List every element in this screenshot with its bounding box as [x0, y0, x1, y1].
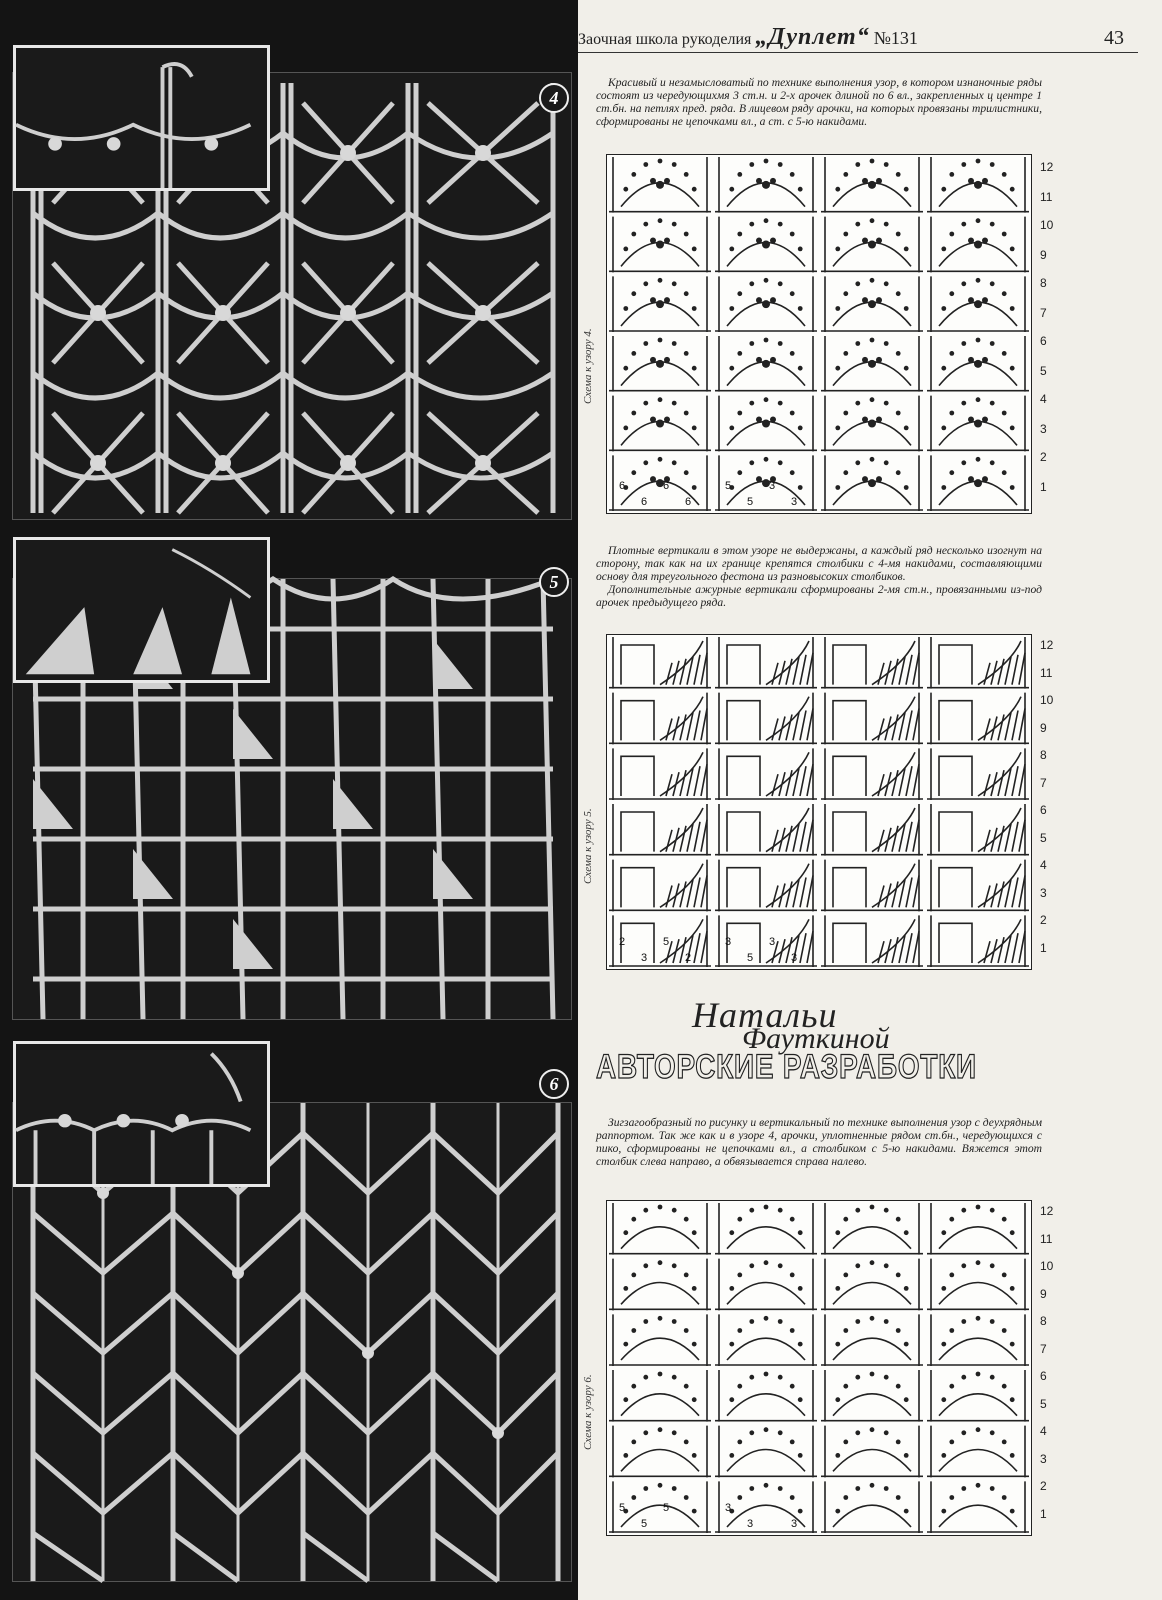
- chart-label: 3: [747, 1518, 754, 1530]
- row-number: 7: [1040, 1342, 1047, 1356]
- header-issue: №131: [873, 28, 918, 48]
- chart-label: 3: [769, 480, 776, 492]
- chart-cell: [715, 693, 817, 745]
- pattern-4-text: Красивый и незамысловатый по технике выполнения узор, в котором изнаночные ряды состоят из чередующихмя 3 ст.н. и 2-х арочек длиной по 6 вл., закрепленных ц центре 1 ст.бн. на петлях пред. ряда. В лицевом ряду арочки, на которых провязаны трилистники, сформированы не цепочками вл., а ст. с 5-ю накидами.: [596, 76, 1042, 128]
- row-number: 12: [1040, 160, 1054, 174]
- chart-cell: [821, 217, 923, 273]
- chart-cell: [927, 1259, 1029, 1311]
- chart-cell: [609, 217, 711, 273]
- row-number: 7: [1040, 776, 1047, 790]
- chart-cell: [821, 396, 923, 452]
- row-number: 5: [1040, 831, 1047, 845]
- chart-label: 5: [641, 1518, 648, 1530]
- chart-cell: [821, 276, 923, 332]
- lace-photo-4: [12, 72, 572, 520]
- row-number: 7: [1040, 306, 1047, 320]
- detail-inset-6: [13, 1041, 270, 1187]
- chart-cell: [715, 637, 817, 689]
- header-school: Заочная школа рукоделия: [578, 31, 752, 48]
- pattern-6-description: [596, 1116, 1042, 1168]
- chart-cell: [821, 804, 923, 856]
- row-number: 6: [1040, 1369, 1047, 1383]
- chart-label: 3: [769, 936, 776, 948]
- chart-label: 3: [641, 952, 648, 964]
- row-number: 10: [1040, 1259, 1054, 1273]
- row-number: 2: [1040, 1479, 1047, 1493]
- chart-5-block: [582, 634, 1082, 974]
- chart-cell: [609, 1203, 711, 1255]
- chart-cell: [927, 336, 1029, 392]
- author-last-name: Фауткиной: [742, 1022, 890, 1055]
- chart-cell: [609, 1370, 711, 1422]
- chart-cell: [927, 637, 1029, 689]
- chart-cell: [715, 1426, 817, 1478]
- row-number: 2: [1040, 450, 1047, 464]
- chart-cell: [821, 336, 923, 392]
- chart-cell: [821, 1314, 923, 1366]
- author-block: [596, 988, 1056, 1098]
- chart-cell: [821, 455, 923, 511]
- row-number: 12: [1040, 1204, 1054, 1218]
- inset-lace-4: [16, 48, 267, 188]
- row-number: 5: [1040, 364, 1047, 378]
- chart-cell: [609, 1259, 711, 1311]
- chart-5-grid: [607, 635, 1031, 969]
- chart-cell: [609, 1426, 711, 1478]
- chart-cell: [927, 915, 1029, 967]
- chart-label: 5: [663, 1502, 670, 1514]
- chart-cell: [821, 748, 923, 800]
- chart-cell: [927, 1370, 1029, 1422]
- chart-4-grid: [607, 155, 1031, 513]
- detail-inset-4: [13, 45, 270, 191]
- row-number: 6: [1040, 334, 1047, 348]
- chart-cell: [609, 336, 711, 392]
- chart-cell: [927, 157, 1029, 213]
- chart-cell: [609, 396, 711, 452]
- chart-label: 3: [791, 952, 798, 964]
- chart-cell: [715, 1259, 817, 1311]
- chart-cell: [927, 276, 1029, 332]
- chart-cell: [609, 748, 711, 800]
- chart-label: 5: [747, 952, 754, 964]
- chart-cell: [821, 1259, 923, 1311]
- chart-label: 6: [641, 496, 648, 508]
- pattern-number-6: 6: [539, 1069, 569, 1099]
- chart-label: 3: [791, 1518, 798, 1530]
- photo-panel: [0, 0, 578, 1600]
- chart-5-row-numbers: [1040, 634, 1070, 968]
- chart-label: 3: [791, 496, 798, 508]
- chart-6-block: [582, 1200, 1082, 1540]
- chart-cell: [609, 1314, 711, 1366]
- row-number: 1: [1040, 1507, 1047, 1521]
- row-number: 10: [1040, 218, 1054, 232]
- chart-cell: [715, 1203, 817, 1255]
- chart-cell: [927, 1314, 1029, 1366]
- chart-5-caption: Схема к узору 5.: [582, 808, 594, 884]
- chart-cell: [715, 748, 817, 800]
- pattern-5-description: [596, 544, 1042, 609]
- chart-cell: [927, 693, 1029, 745]
- chart-cell: [715, 860, 817, 912]
- row-number: 9: [1040, 721, 1047, 735]
- row-number: 3: [1040, 422, 1047, 436]
- page-header: [578, 0, 1162, 72]
- pattern-number-4: 4: [539, 83, 569, 113]
- author-first-name: Натальи: [692, 995, 838, 1035]
- pattern-4-description: [596, 76, 1042, 128]
- chart-cell: [927, 804, 1029, 856]
- chart-4-row-numbers: [1040, 154, 1070, 512]
- chart-cell: [821, 915, 923, 967]
- chart-cell: [927, 217, 1029, 273]
- chart-cell: [715, 1370, 817, 1422]
- chart-cell: [715, 217, 817, 273]
- row-number: 4: [1040, 392, 1047, 406]
- chart-label: 5: [747, 496, 754, 508]
- chart-cell: [927, 860, 1029, 912]
- chart-label: 3: [725, 1502, 732, 1514]
- row-number: 4: [1040, 858, 1047, 872]
- row-number: 2: [1040, 913, 1047, 927]
- chart-label: 5: [619, 1502, 626, 1514]
- chart-cell: [715, 396, 817, 452]
- author-section-title: АВТОРСКИЕ РАЗРАБОТКИ: [596, 1048, 977, 1086]
- row-number: 1: [1040, 941, 1047, 955]
- inset-lace-5: [16, 540, 267, 680]
- chart-cell: [821, 1370, 923, 1422]
- row-number: 3: [1040, 1452, 1047, 1466]
- row-number: 11: [1040, 1232, 1053, 1246]
- chart-cell: [821, 693, 923, 745]
- row-number: 8: [1040, 276, 1047, 290]
- row-number: 8: [1040, 748, 1047, 762]
- chart-cell: [927, 396, 1029, 452]
- chart-cell: [609, 693, 711, 745]
- chart-cell: [821, 1481, 923, 1533]
- chart-5: [606, 634, 1032, 970]
- chart-cell: [927, 1426, 1029, 1478]
- pattern-number-5: 5: [539, 567, 569, 597]
- chart-cell: [715, 336, 817, 392]
- chart-label: 5: [663, 936, 670, 948]
- chart-label: 2: [685, 952, 692, 964]
- chart-4-caption: Схема к узору 4.: [582, 328, 594, 404]
- chart-cell: [821, 1426, 923, 1478]
- chart-cell: [715, 276, 817, 332]
- chart-cell: [609, 157, 711, 213]
- row-number: 9: [1040, 248, 1047, 262]
- pattern-5-text-1: Плотные вертикали в этом узоре не выдержаны, а каждый ряд несколько изогнут на сторону, так как на их границе крепятся столбики с 4-мя накидами, составляющими основу для треугольного фестона из разновысоких столбиков.: [596, 544, 1042, 583]
- chart-6-grid: [607, 1201, 1031, 1535]
- chart-cell: [609, 276, 711, 332]
- header-brand: „Дуплет“: [755, 24, 870, 50]
- chart-6: [606, 1200, 1032, 1536]
- detail-inset-5: [13, 537, 270, 683]
- lace-photo-6: [12, 1074, 572, 1582]
- chart-cell: [715, 157, 817, 213]
- chart-cell: [609, 637, 711, 689]
- chart-cell: [715, 1314, 817, 1366]
- pattern-6-text: Зигзагообразный по рисунку и вертикальный по технике выполнения узор с деухрядным раппортом. Так же как и в узоре 4, арочки, уплотненные рядом ст.бн., чередующихся с пико, сформированы не цепочками вл., а столбиком с 5-ю накидами. Вяжется этот столбик слева направо, а обвязывается справа налево.: [596, 1116, 1042, 1168]
- page-number: 43: [1104, 27, 1124, 49]
- header-line: [578, 24, 1138, 51]
- chart-cell: [821, 860, 923, 912]
- chart-cell: [927, 1203, 1029, 1255]
- row-number: 4: [1040, 1424, 1047, 1438]
- chart-4-block: [582, 154, 1082, 514]
- inset-lace-6: [16, 1044, 267, 1184]
- chart-label: 6: [619, 480, 626, 492]
- row-number: 11: [1040, 666, 1053, 680]
- chart-label: 3: [725, 936, 732, 948]
- header-rule: [578, 52, 1138, 53]
- chart-cell: [927, 748, 1029, 800]
- row-number: 8: [1040, 1314, 1047, 1328]
- row-number: 11: [1040, 190, 1053, 204]
- pattern-5-text-2: Дополнительные ажурные вертикали сформированы 2-мя ст.н., провязанными из-под арочек предыдущего ряда.: [596, 583, 1042, 609]
- chart-cell: [821, 157, 923, 213]
- row-number: 3: [1040, 886, 1047, 900]
- row-number: 6: [1040, 803, 1047, 817]
- chart-4: [606, 154, 1032, 514]
- row-number: 5: [1040, 1397, 1047, 1411]
- chart-label: 2: [619, 936, 626, 948]
- chart-label: 6: [663, 480, 670, 492]
- chart-cell: [927, 455, 1029, 511]
- chart-cell: [821, 1203, 923, 1255]
- chart-label: 5: [725, 480, 732, 492]
- chart-6-row-numbers: [1040, 1200, 1070, 1534]
- row-number: 10: [1040, 693, 1054, 707]
- chart-6-caption: Схема к узору 6.: [582, 1374, 594, 1450]
- chart-cell: [609, 860, 711, 912]
- chart-cell: [715, 804, 817, 856]
- chart-cell: [609, 804, 711, 856]
- lace-photo-5: [12, 572, 572, 1020]
- row-number: 12: [1040, 638, 1054, 652]
- chart-cell: [821, 637, 923, 689]
- chart-label: 6: [685, 496, 692, 508]
- row-number: 9: [1040, 1287, 1047, 1301]
- chart-cell: [927, 1481, 1029, 1533]
- row-number: 1: [1040, 480, 1047, 494]
